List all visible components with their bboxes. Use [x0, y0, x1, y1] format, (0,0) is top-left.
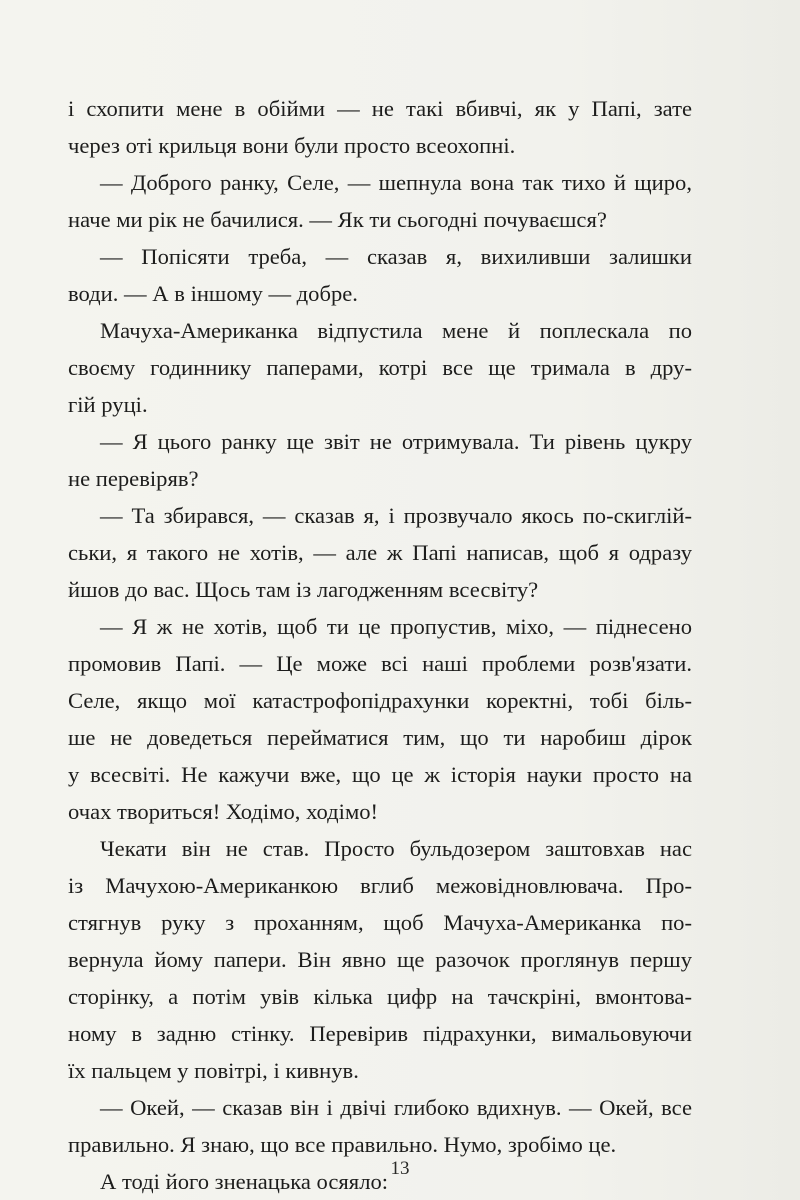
text-line: із Мачухою-Американкою вглиб межовідновлювача. Про- [68, 873, 692, 898]
text-line: гій руці. [68, 392, 148, 417]
page-number: 13 [390, 1158, 410, 1179]
text-line: у всесвіті. Не кажучи вже, що це ж історія науки просто на [68, 762, 692, 787]
text-line: А тоді його зненацька осяяло: [100, 1169, 389, 1194]
text-line: їх пальцем у повітрі, і кивнув. [68, 1058, 359, 1083]
text-line: води. — А в іншому — добре. [68, 281, 358, 306]
text-line: Мачуха-Американка відпустила мене й поплескала по [100, 318, 692, 343]
text-line: своєму годиннику паперами, котрі все ще тримала в дру- [68, 355, 692, 380]
text-line: — Я цього ранку ще звіт не отримувала. Ти рівень цукру [100, 429, 692, 454]
text-line: ше не доведеться перейматися тим, що ти наробиш дірок [68, 725, 692, 750]
text-line: Селе, якщо мої катастрофопідрахунки коректні, тобі біль- [68, 688, 692, 713]
text-line: правильно. Я знаю, що все правильно. Нумо, зробімо це. [68, 1132, 617, 1157]
text-line: і схопити мене в обійми — не такі вбивчі, як у Папі, зате [68, 96, 692, 121]
text-line: ному в задню стінку. Перевірив підрахунки, вимальовуючи [68, 1021, 692, 1046]
text-line: — Я ж не хотів, щоб ти це пропустив, міхо, — піднесено [100, 614, 692, 639]
text-line: стягнув руку з проханням, щоб Мачуха-Американка по- [68, 910, 692, 935]
text-line: — Доброго ранку, Селе, — шепнула вона так тихо й щиро, [100, 170, 692, 195]
text-line: через оті крильця вони були просто всеохопні. [68, 133, 516, 158]
text-line: Чекати він не став. Просто бульдозером заштовхав нас [100, 836, 692, 861]
text-line: наче ми рік не бачилися. — Як ти сьогодні почуваєшся? [68, 207, 607, 232]
text-line: ськи, я такого не хотів, — але ж Папі написав, щоб я одразу [68, 540, 692, 565]
text-line: йшов до вас. Щось там із лагодженням всесвіту? [68, 577, 539, 602]
text-line: очах твориться! Ходімо, ходімо! [68, 799, 379, 824]
text-line: — Окей, — сказав він і двічі глибоко вдихнув. — Окей, все [100, 1095, 692, 1120]
text-line: — Попісяти треба, — сказав я, вихиливши залишки [100, 244, 692, 269]
text-line: промовив Папі. — Це може всі наші проблеми розв'язати. [68, 651, 692, 676]
text-line: сторінку, а потім увів кілька цифр на тачскріні, вмонтова- [68, 984, 692, 1009]
text-line: не перевіряв? [68, 466, 199, 491]
page-text [68, 90, 692, 1200]
text-line: — Та збирався, — сказав я, і прозвучало якось по-скиглій- [100, 503, 692, 528]
text-line: вернула йому папери. Він явно ще разочок проглянув першу [68, 947, 692, 972]
